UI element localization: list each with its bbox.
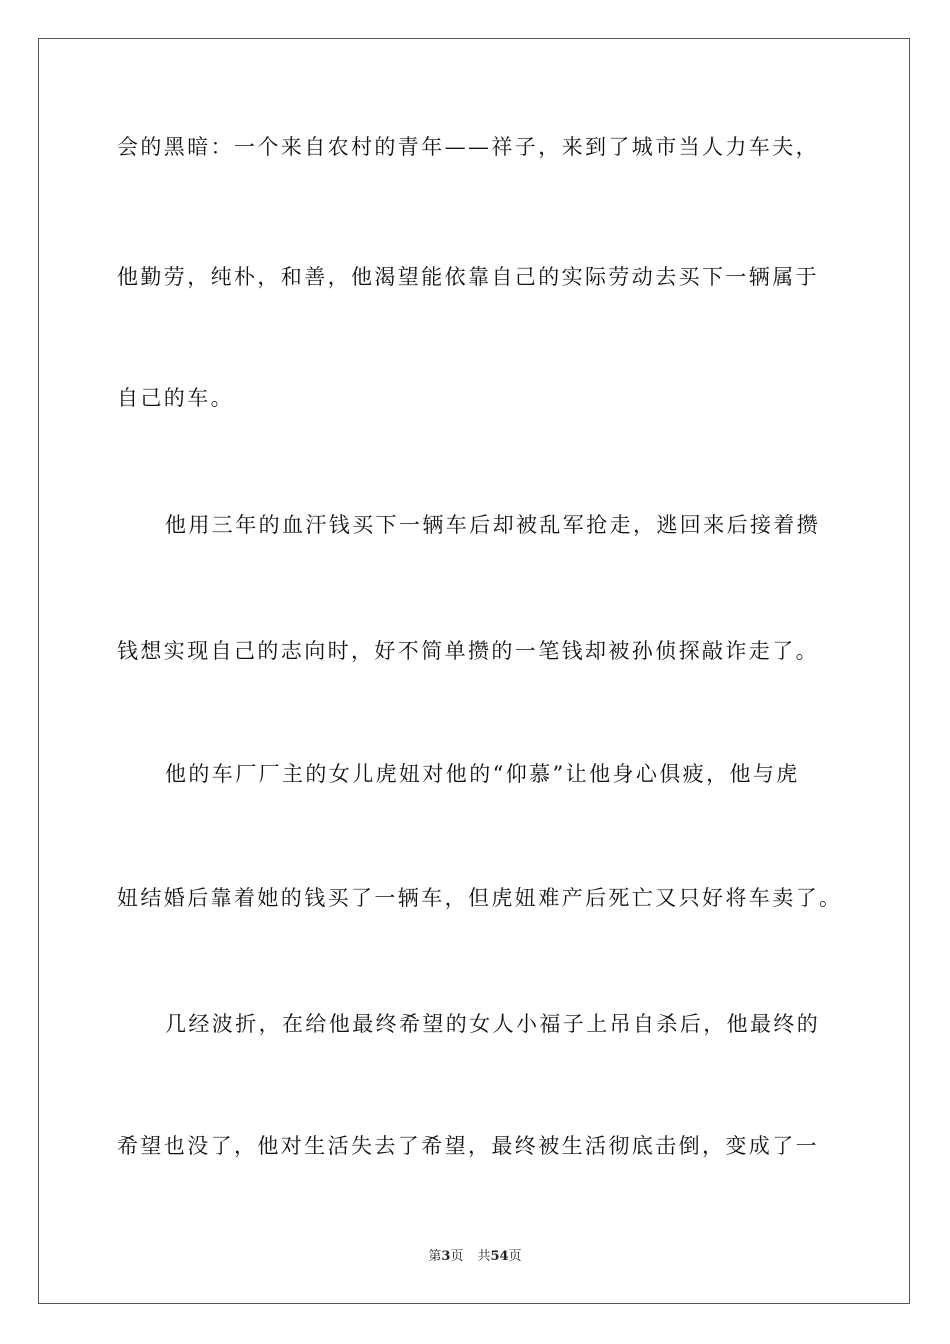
text-line-1: 会的黑暗：一个来自农村的青年——祥子，来到了城市当人力车夫， [117, 135, 819, 159]
page-suffix: 页 [450, 1249, 464, 1264]
total-pages: 54 [490, 1249, 509, 1264]
text-line-7: 妞结婚后靠着她的钱买了一辆车，但虎妞难产后死亡又只好将车卖了。 [117, 886, 843, 910]
text-line-8: 几经波折，在给他最终希望的女人小福子上吊自杀后，他最终的 [165, 1012, 821, 1036]
page-border [38, 38, 910, 1304]
text-line-5: 钱想实现自己的志向时，好不简单攒的一笔钱却被孙侦探敲诈走了。 [117, 639, 819, 663]
text-line-6: 他的车厂厂主的女儿虎妞对他的“仰慕”让他身心俱疲，他与虎 [165, 762, 800, 786]
text-line-3: 自己的车。 [117, 386, 234, 410]
total-suffix: 页 [508, 1249, 522, 1264]
page-prefix: 第 [428, 1249, 442, 1264]
page-footer [0, 1248, 950, 1266]
page-number: 3 [441, 1249, 451, 1264]
total-prefix: 共 [477, 1249, 491, 1264]
text-line-4: 他用三年的血汗钱买下一辆车后却被乱军抢走，逃回来后接着攒 [165, 513, 821, 537]
text-line-2: 他勤劳，纯朴，和善，他渴望能依靠自己的实际劳动去买下一辆属于 [117, 265, 819, 289]
text-line-9: 希望也没了，他对生活失去了希望，最终被生活彻底击倒，变成了一 [117, 1134, 819, 1158]
